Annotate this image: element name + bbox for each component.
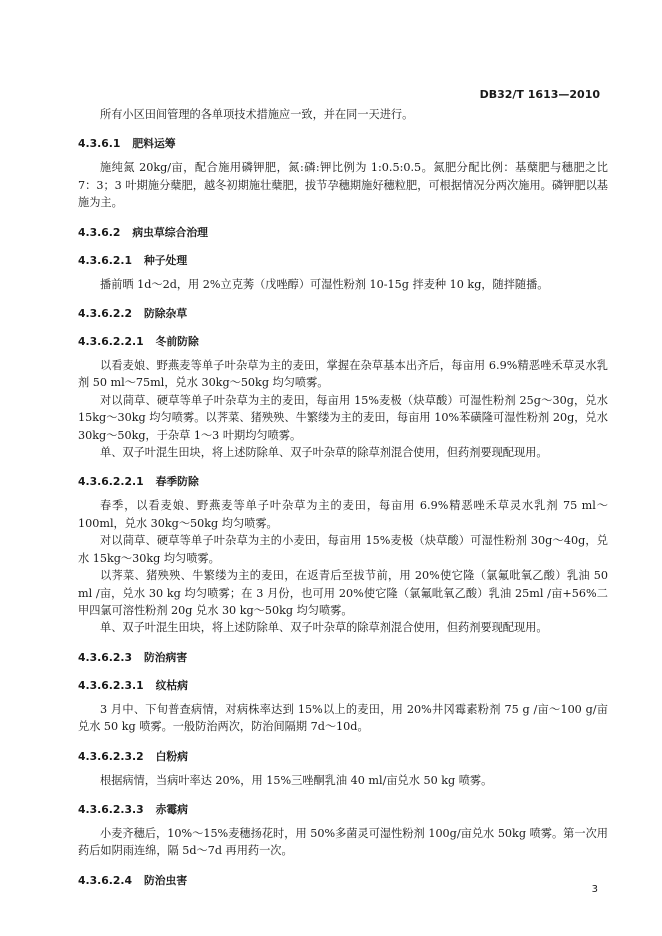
paragraph: 以看麦娘、野燕麦等单子叶杂草为主的麦田，掌握在杂草基本出齐后，每亩用 6.9%精恶唑禾草灵水乳剂 50 ml～75ml，兑水 30kg～50kg 均匀喷雾。 <box>78 359 608 390</box>
section-heading <box>78 137 608 151</box>
section-title: 防治虫害 <box>143 873 188 887</box>
section-title: 纹枯病 <box>155 678 188 692</box>
document-id-header: DB32/T 1613—2010 <box>479 88 600 101</box>
section-number: 4.3.6.2.2 <box>78 307 132 321</box>
paragraph: 小麦齐穗后，10%～15%麦穗扬花时，用 50%多菌灵可湿性粉剂 100g/亩兑水 50kg 喷雾。第一次用药后如阴雨连绵，隔 5d～7d 再用药一次。 <box>78 826 608 858</box>
section-number: 4.3.6.2.3.3 <box>78 802 144 816</box>
section-title: 种子处理 <box>143 253 188 267</box>
section-heading <box>78 750 608 764</box>
document-body <box>78 106 608 896</box>
section-heading <box>78 226 608 240</box>
paragraph: 施纯氮 20kg/亩，配合施用磷钾肥，氮:磷:钾比例为 1:0.5:0.5。氮肥分配比例：基蘖肥与穗肥之比 7：3；3 叶期施分蘖肥，越冬初期施壮蘖肥，拔节孕穗期施好穗粒肥，可根据情况分两次施用。磷钾肥以基施为主。 <box>78 161 608 210</box>
section-title: 肥料运筹 <box>132 137 176 151</box>
paragraph: 所有小区田间管理的各单项技术措施应一致，并在同一天进行。 <box>100 108 414 121</box>
section-number: 4.3.6.2 <box>78 225 121 239</box>
section-heading <box>78 651 608 665</box>
paragraph: 单、双子叶混生田块，将上述防除单、双子叶杂草的除草剂混合使用，但药剂要现配现用。 <box>100 621 548 635</box>
paragraph: 根据病情，当病叶率达 20%，用 15%三唑酮乳油 40 ml/亩兑水 50 kg 喷雾。 <box>100 773 493 787</box>
section-title: 冬前防除 <box>155 335 199 349</box>
paragraph: 播前晒 1d～2d，用 2%立克莠（戊唑醇）可湿性粉剂 10-15g 拌麦种 10 kg，随拌随播。 <box>100 277 549 291</box>
section-heading <box>78 335 608 349</box>
section-number: 4.3.6.2.2.1 <box>78 335 144 349</box>
section-heading <box>78 254 608 268</box>
paragraph: 3 月中、下旬普查病情，对病株率达到 15%以上的麦田，用 20%井冈霉素粉剂 75 g /亩～100 g/亩兑水 50 kg 喷雾。一般防治两次，防治间隔期 7d～10d。 <box>78 702 608 734</box>
section-heading <box>78 307 608 321</box>
section-title: 防除杂草 <box>143 307 188 321</box>
section-title: 春季防除 <box>155 475 199 489</box>
section-number: 4.3.6.2.3 <box>78 650 132 664</box>
section-number: 4.3.6.1 <box>78 137 121 151</box>
section-title: 白粉病 <box>155 749 188 763</box>
paragraph: 以荠菜、猪殃殃、牛繁缕为主的麦田，在返青后至拔节前，用 20%使它隆（氯氟吡氧乙酸）乳油 50 ml /亩，兑水 30 kg 均匀喷雾；在 3 月份，也可用 20%使它隆（氯氟吡氧乙酸）乳油 25ml /亩+56%二甲四氯可溶性粉剂 20g 兑水 30 kg～50kg 均匀喷雾。 <box>78 569 608 617</box>
paragraph: 对以茼草、硬草等单子叶杂草为主的小麦田，每亩用 15%麦极（炔草酸）可湿性粉剂 30g～40g，兑水 15kg～30kg 均匀喷雾。 <box>78 534 608 565</box>
section-number: 4.3.6.2.1 <box>78 253 132 267</box>
section-title: 病虫草综合治理 <box>132 225 208 239</box>
section-title: 防治病害 <box>143 650 188 664</box>
paragraph: 对以茼草、硬草等单子叶杂草为主的麦田，每亩用 15%麦极（炔草酸）可湿性粉剂 25g～30g，兑水 15kg～30kg 均匀喷雾。以荠菜、猪殃殃、牛繁缕为主的麦田，每亩用 10%苯磺隆可湿性粉剂 20g，兑水 30kg～50kg，于杂草 1～3 叶期均匀喷雾。 <box>78 393 608 442</box>
section-heading <box>78 803 608 817</box>
section-number: 4.3.6.2.2.1 <box>78 475 144 489</box>
section-number: 4.3.6.2.3.2 <box>78 749 144 763</box>
paragraph: 单、双子叶混生田块，将上述防除单、双子叶杂草的除草剂混合使用，但药剂要现配现用。 <box>100 446 548 460</box>
section-title: 赤霉病 <box>155 802 188 816</box>
paragraph: 春季，以看麦娘、野燕麦等单子叶杂草为主的麦田，每亩用 6.9%精恶唑禾草灵水乳剂 75 ml～100ml，兑水 30kg～50kg 均匀喷雾。 <box>78 499 608 530</box>
section-heading <box>78 679 608 693</box>
section-number: 4.3.6.2.3.1 <box>78 678 144 692</box>
section-heading <box>78 874 608 888</box>
section-number: 4.3.6.2.4 <box>78 873 132 887</box>
section-heading <box>78 475 608 489</box>
page-number: 3 <box>591 884 598 895</box>
